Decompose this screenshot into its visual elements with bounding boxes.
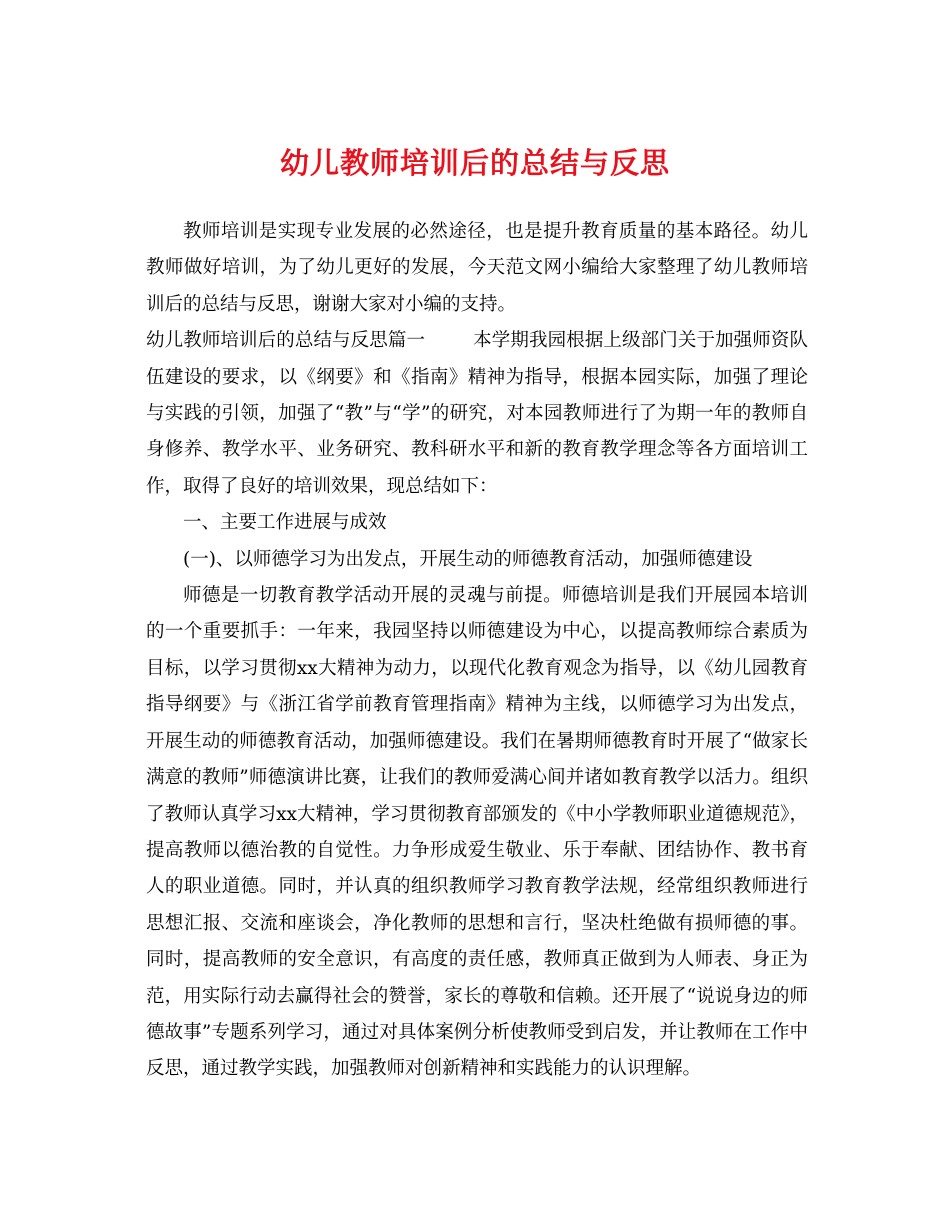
heading-main-progress: 一、主要工作进展与成效	[183, 512, 387, 534]
intro-paragraph: 教师培训是实现专业发展的必然途径，也是提升教育质量的基本路径。幼儿教师做好培训，为了幼儿更好的发展，今天范文网小编给大家整理了幼儿教师培训后的总结与反思，谢谢大家对小编的支持。	[146, 221, 808, 315]
section-heading: 幼儿教师培训后的总结与反思篇一	[146, 330, 426, 352]
ethics-paragraph: 师德是一切教育教学活动开展的灵魂与前提。师德培训是我们开展园本培训的一个重要抓手：一年来，我园坚持以师德建设为中心，以提高教师综合素质为目标，以学习贯彻xx大精神为动力，以现代化教育观念为指导，以《幼儿园教育指导纲要》与《浙江省学前教育管理指南》精神为主线，以师德学习为出发点，开展生动的师德教育活动，加强师德建设。我们在暑期师德教育时开展了“做家长满意的教师”师德演讲比赛，让我们的教师爱满心间并诸如教育教学以活力。组织了教师认真学习xx大精神，学习贯彻教育部颁发的《中小学教师职业道德规范》，提高教师以德治教的自觉性。力争形成爱生敬业、乐于奉献、团结协作、教书育人的职业道德。同时，并认真的组织教师学习教育教学法规，经常组织教师进行思想汇报、交流和座谈会，净化教师的思想和言行，坚决杜绝做有损师德的事。同时，提高教师的安全意识，有高度的责任感，教师真正做到为人师表、身正为范，用实际行动去赢得社会的赞誉，家长的尊敬和信赖。还开展了“说说身边的师德故事”专题系列学习，通过对具体案例分析使教师受到启发，并让教师在工作中反思，通过教学实践，加强教师对创新精神和实践能力的认识理解。	[146, 585, 808, 1080]
document-title: 幼儿教师培训后的总结与反思	[279, 146, 670, 180]
document-body	[146, 214, 808, 1088]
section-paragraph	[146, 323, 808, 505]
section-intro: 本学期我园根据上级部门关于加强师资队伍建设的要求，以《纲要》和《指南》精神为指导，根据本园实际，加强了理论与实践的引领，加强了“教”与“学”的研究，对本园教师进行了为期一年的教师自身修养、教学水平、业务研究、教科研水平和新的教育教学理念等各方面培训工作，取得了良好的培训效果，现总结如下：	[146, 330, 808, 497]
heading-teacher-ethics: (一)、以师德学习为出发点，开展生动的师德教育活动，加强师德建设	[183, 548, 753, 570]
